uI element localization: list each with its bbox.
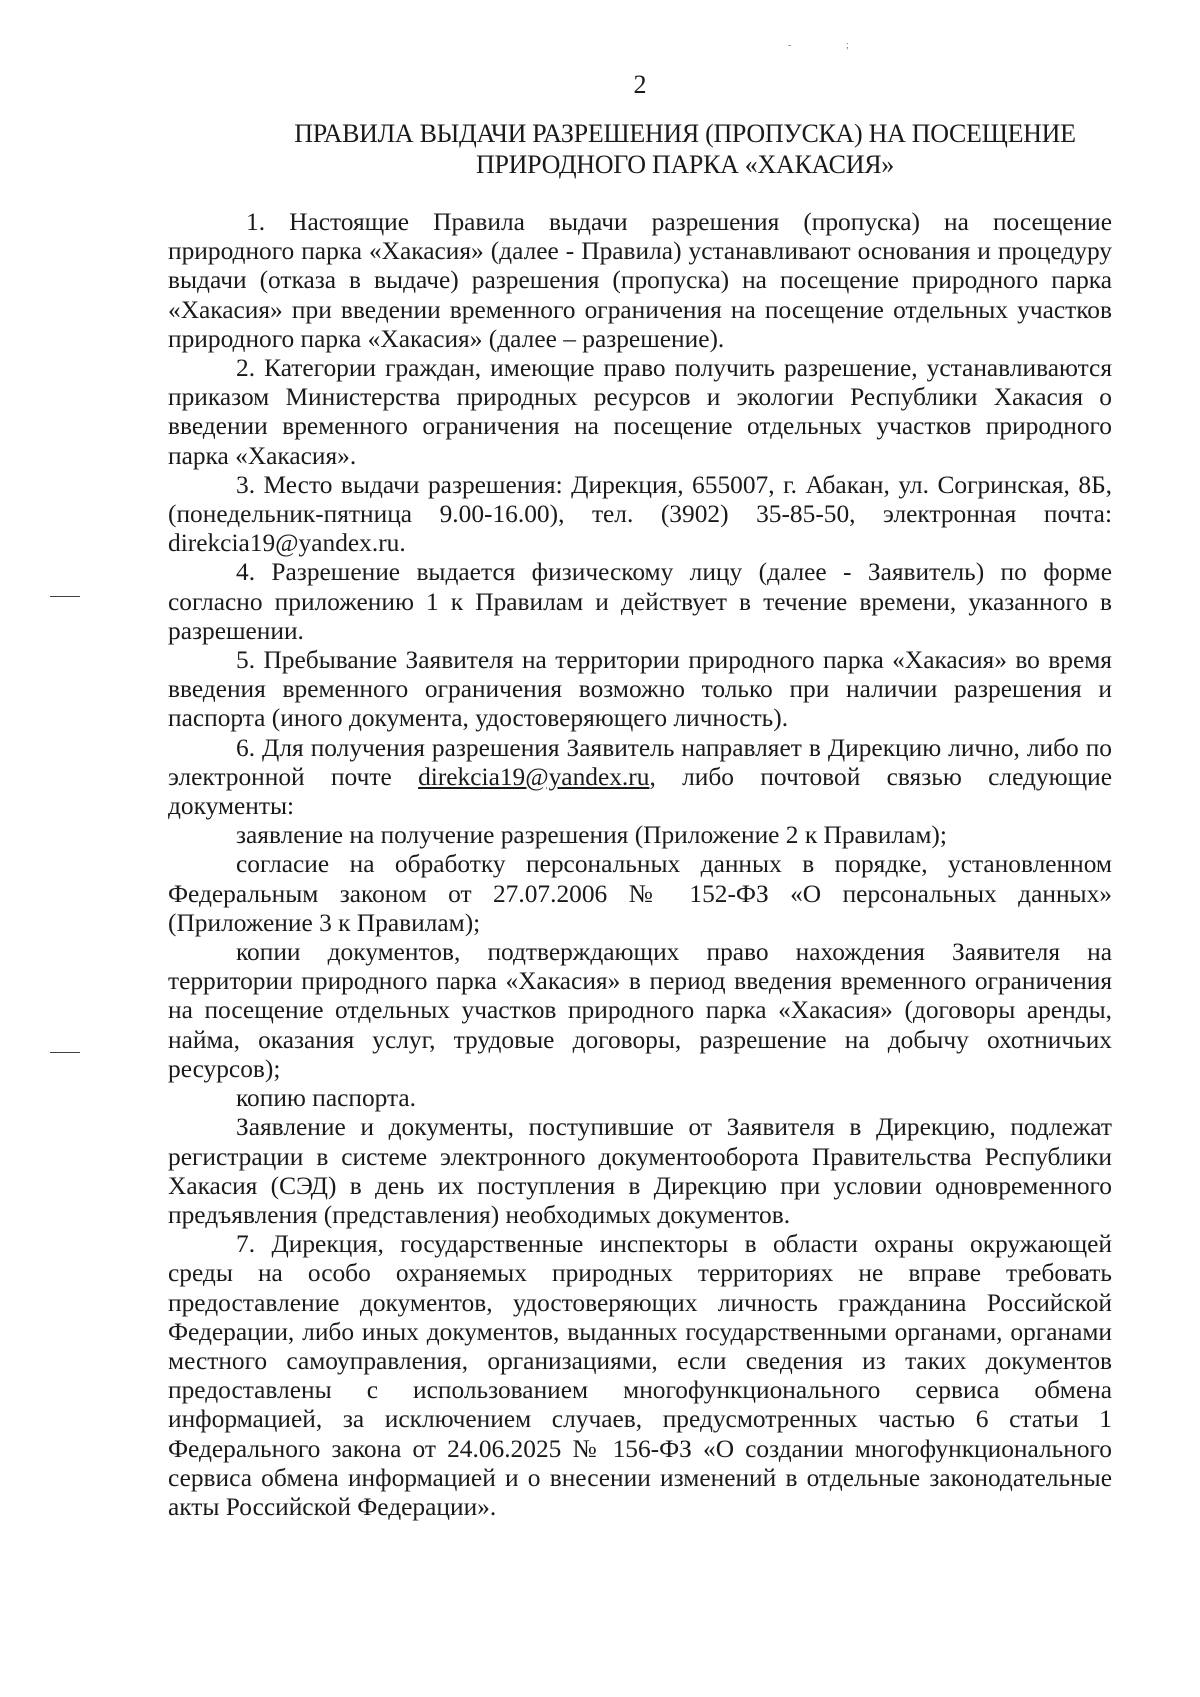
paragraph-4: 4. Разрешение выдается физическому лицу (далее - Заявитель) по форме согласно приложению 1 к Правилам и действует в течение времени, указанного в разрешении. [168,558,1112,645]
document-title [190,118,1180,180]
title-line-1: ПРАВИЛА ВЫДАЧИ РАЗРЕШЕНИЯ (ПРОПУСКА) НА ПОСЕЩЕНИЕ [294,119,1076,148]
paragraph-5: 5. Пребывание Заявителя на территории природного парка «Хакасия» во время введения временного ограничения возможно только при наличии разрешения и паспорта (иного документа, удостоверяющего личность). [168,646,1112,733]
list-item: заявление на получение разрешения (Приложение 2 к Правилам); [236,821,947,850]
page-number: 2 [633,70,647,99]
list-item: согласие на обработку персональных данных в порядке, установленном Федеральным законом от 27.07.2006 № 152-ФЗ «О персональных данных» (Приложение 3 к Правилам); [168,850,1112,937]
title-line-2: ПРИРОДНОГО ПАРКА «ХАКАСИЯ» [476,150,894,179]
paragraph-2: 2. Категории граждан, имеющие право получить разрешение, устанавливаются приказом Министерства природных ресурсов и экологии Республики Хакасия о введении временного ограничения на посещение отдельных участков природного парка «Хакасия». [168,354,1112,470]
scan-edge-mark [50,596,80,597]
paragraph-6-text: 6. Для получения разрешения Заявитель направляет в Дирекцию лично, либо по электронной почте [168,733,1112,791]
list-item: копии документов, подтверждающих право нахождения Заявителя на территории природного парка «Хакасия» в период введения временного ограничения на посещение отдельных участков природного парка «Хакасия» (договоры аренды, найма, оказания услуг, трудовые договоры, разрешение на добычу охотничьих ресурсов); [168,938,1112,1083]
paragraph-7: 7. Дирекция, государственные инспекторы в области охраны окружающей среды на особо охраняемых природных территориях не вправе требовать предоставление документов, удостоверяющих личность гражданина Российской Федерации, либо иных документов, выданных государственными органами, органами местного самоуправления, организациями, если сведения из таких документов предоставлены с использованием многофункционального сервиса обмена информацией, за исключением случаев, предусмотренных частью 6 статьи 1 Федерального закона от 24.06.2025 № 156-ФЗ «О создании многофункционального сервиса обмена информацией и о внесении изменений в отдельные законодательные акты Российской Федерации». [168,1230,1112,1521]
paragraph-1: 1. Настоящие Правила выдачи разрешения (пропуска) на посещение природного парка «Хакасия» (далее - Правила) устанавливают основания и процедуру выдачи (отказа в выдаче) разрешения (пропуска) на посещение природного парка «Хакасия» при введении временного ограничения на посещение отдельных участков природного парка «Хакасия» (далее – разрешение). [168,208,1112,353]
paragraph-6-text-end: , либо почтовой связью следующие документы: [168,762,1113,821]
paragraph-6b: Заявление и документы, поступившие от Заявителя в Дирекцию, подлежат регистрации в системе электронного документооборота Правительства Республики Хакасия (СЭД) в день их поступления в Дирекцию при условии одновременного предъявления (представления) необходимых документов. [168,1113,1112,1229]
email-link[interactable]: direkcia19@yandex.ru [418,762,650,791]
document-body [168,208,1112,1522]
paragraph-3: 3. Место выдачи разрешения: Дирекция, 655007, г. Абакан, ул. Согринская, 8Б, (понедельник-пятница 9.00-16.00), тел. (3902) 35-85-50, электронная почта: direkcia19@yandex.ru. [168,470,1112,558]
scan-speck: - [788,40,792,51]
scan-speck: ; [846,40,849,51]
list-item: копию паспорта. [236,1084,417,1113]
paragraph-6 [168,734,1112,822]
scan-edge-mark [50,1052,80,1053]
